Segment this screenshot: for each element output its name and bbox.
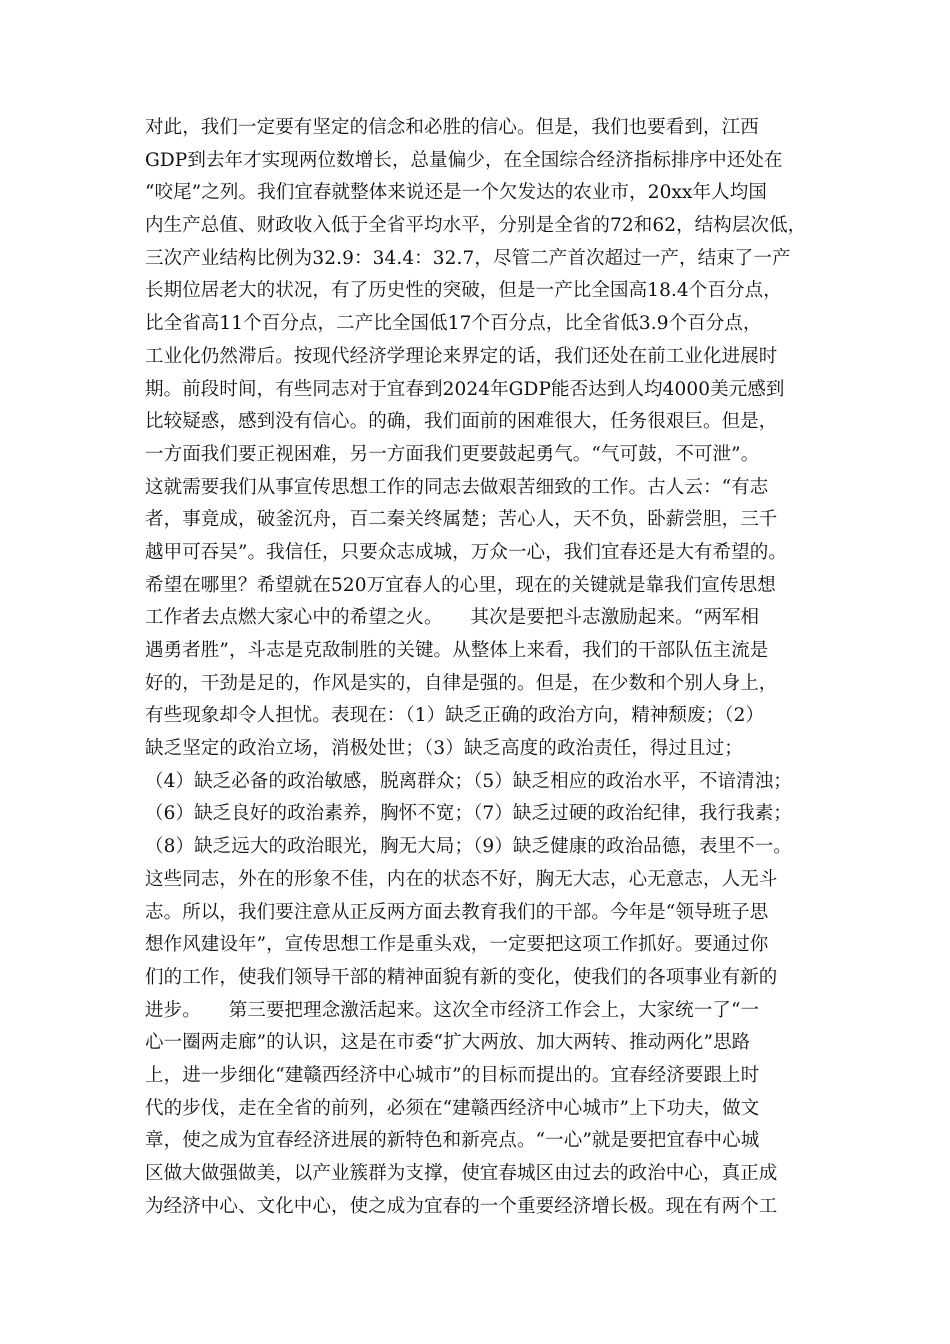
text-line: 长期位居老大的状况，有了历史性的突破，但是一产比全国高18.4个百分点， <box>145 280 782 302</box>
text-line: 工业化仍然滞后。按现代经济学理论来界定的话，我们还处在前工业化进展时 <box>145 345 778 367</box>
text-line: （6）缺乏良好的政治素养，胸怀不宽；（7）缺乏过硬的政治纪律，我行我素； <box>145 803 792 825</box>
text-line: 们的工作，使我们领导干部的精神面貌有新的变化，使我们的各项事业有新的 <box>145 966 778 988</box>
text-line: （4）缺乏必备的政治敏感，脱离群众；（5）缺乏相应的政治水平，不谙清浊； <box>145 770 792 792</box>
text-line: 对此，我们一定要有坚定的信念和必胜的信心。但是，我们也要看到，江西 <box>145 117 759 138</box>
text-line: 上，进一步细化“建赣西经济中心城市”的目标而提出的。宜春经济要跟上时 <box>145 1064 760 1086</box>
text-line: 者，事竟成，破釜沉舟，百二秦关终属楚；苦心人，天不负，卧薪尝胆，三千 <box>145 509 778 531</box>
text-line: 缺乏坚定的政治立场，消极处世；（3）缺乏高度的政治责任，得过且过； <box>145 738 743 760</box>
text-line: 这些同志，外在的形象不佳，内在的状态不好，胸无大志，心无意志，人无斗 <box>145 868 778 890</box>
text-line: 期。前段时间，有些同志对于宜春到2024年GDP能否达到人均4000美元感到 <box>145 378 785 400</box>
text-line: GDP到去年才实现两位数增长，总量偏少，在全国综合经济指标排序中还处在 <box>145 149 783 171</box>
text-line: “咬尾”之列。我们宜春就整体来说还是一个欠发达的农业市，20xx年人均国 <box>145 182 767 204</box>
text-line: 有些现象却令人担忧。表现在：（1）缺乏正确的政治方向，精神颓废；（2） <box>145 705 765 727</box>
text-line: 想作风建设年”，宣传思想工作是重头戏，一定要把这项工作抓好。要通过你 <box>145 934 769 956</box>
text-line: 三次产业结构比例为32.9：34.4：32.7，尽管二产首次超过一产，结束了一产 <box>145 247 791 269</box>
text-line: 越甲可吞吴”。我信任，只要众志成城，万众一心，我们宜春还是大有希望的。 <box>145 541 787 563</box>
text-line: 代的步伐，走在全省的前列，必须在“建赣西经济中心城市”上下功夫，做文 <box>145 1097 760 1119</box>
body-text <box>145 112 815 1223</box>
text-line: 希望在哪里？希望就在520万宜春人的心里，现在的关键就是靠我们宣传思想 <box>145 574 776 596</box>
text-line: （8）缺乏远大的政治眼光，胸无大局；（9）缺乏健康的政治品德，表里不一。 <box>145 836 792 858</box>
text-line: 为经济中心、文化中心，使之成为宜春的一个重要经济增长极。现在有两个工 <box>145 1195 778 1217</box>
text-line: 志。所以，我们要注意从正反两方面去教育我们的干部。今年是“领导班子思 <box>145 901 769 923</box>
text-line: 进步。 第三要把理念激活起来。这次全市经济工作会上，大家统一了“一 <box>145 999 760 1021</box>
text-line: 比较疑惑，感到没有信心。的确，我们面前的困难很大，任务很艰巨。但是， <box>145 411 778 433</box>
text-line: 比全省高11个百分点，二产比全国低17个百分点，比全省低3.9个百分点， <box>145 313 762 335</box>
text-line: 心一圈两走廊”的认识，这是在市委“扩大两放、加大两转、推动两化”思路 <box>145 1032 751 1054</box>
text-line: 一方面我们要正视困难，另一方面我们更要鼓起勇气。“气可鼓，不可泄”。 <box>145 443 760 465</box>
text-line: 好的，干劲是足的，作风是实的，自律是强的。但是，在少数和个别人身上， <box>145 672 778 694</box>
text-line: 内生产总值、财政收入低于全省平均水平，分别是全省的72和62，结构层次低， <box>145 215 807 237</box>
text-line: 工作者去点燃大家心中的希望之火。 其次是要把斗志激励起来。“两军相 <box>145 607 760 629</box>
text-line: 章，使之成为宜春经济进展的新特色和新亮点。“一心”就是要把宜春中心城 <box>145 1130 760 1152</box>
text-line: 区做大做强做美，以产业簇群为支撑，使宜春城区由过去的政治中心，真正成 <box>145 1163 778 1184</box>
text-line: 这就需要我们从事宣传思想工作的同志去做艰苦细致的工作。古人云：“有志 <box>145 476 769 498</box>
text-line: 遇勇者胜”，斗志是克敌制胜的关键。从整体上来看，我们的干部队伍主流是 <box>145 640 769 661</box>
